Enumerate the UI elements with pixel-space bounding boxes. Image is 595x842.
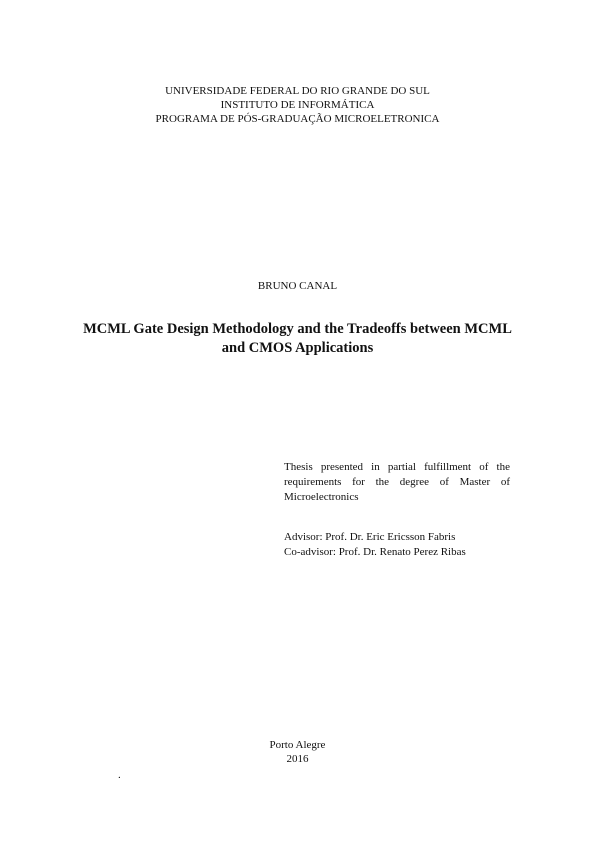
advisors-block bbox=[284, 530, 510, 560]
thesis-title bbox=[70, 320, 525, 358]
year: 2016 bbox=[286, 753, 309, 765]
author-name: BRUNO CANAL bbox=[257, 280, 338, 292]
advisor: Advisor: Prof. Dr. Eric Ericsson Fabris bbox=[284, 531, 456, 543]
thesis-title-line-2: and CMOS Applications bbox=[221, 340, 374, 356]
city: Porto Alegre bbox=[269, 739, 326, 751]
institute-name: INSTITUTO DE INFORMÁTICA bbox=[220, 99, 375, 111]
footer-mark: . bbox=[118, 769, 121, 781]
university-name: UNIVERSIDADE FEDERAL DO RIO GRANDE DO SUL bbox=[165, 85, 430, 97]
program-name: PROGRAMA DE PÓS-GRADUAÇÃO MICROELETRONICA bbox=[155, 113, 440, 125]
thesis-title-line-1: MCML Gate Design Methodology and the Tradeoffs between MCML bbox=[83, 321, 512, 337]
thesis-statement: Thesis presented in partial fulfillment of the requirements for the degree of Master of Microelectronics bbox=[284, 461, 510, 503]
co-advisor: Co-advisor: Prof. Dr. Renato Perez Ribas bbox=[284, 546, 466, 558]
